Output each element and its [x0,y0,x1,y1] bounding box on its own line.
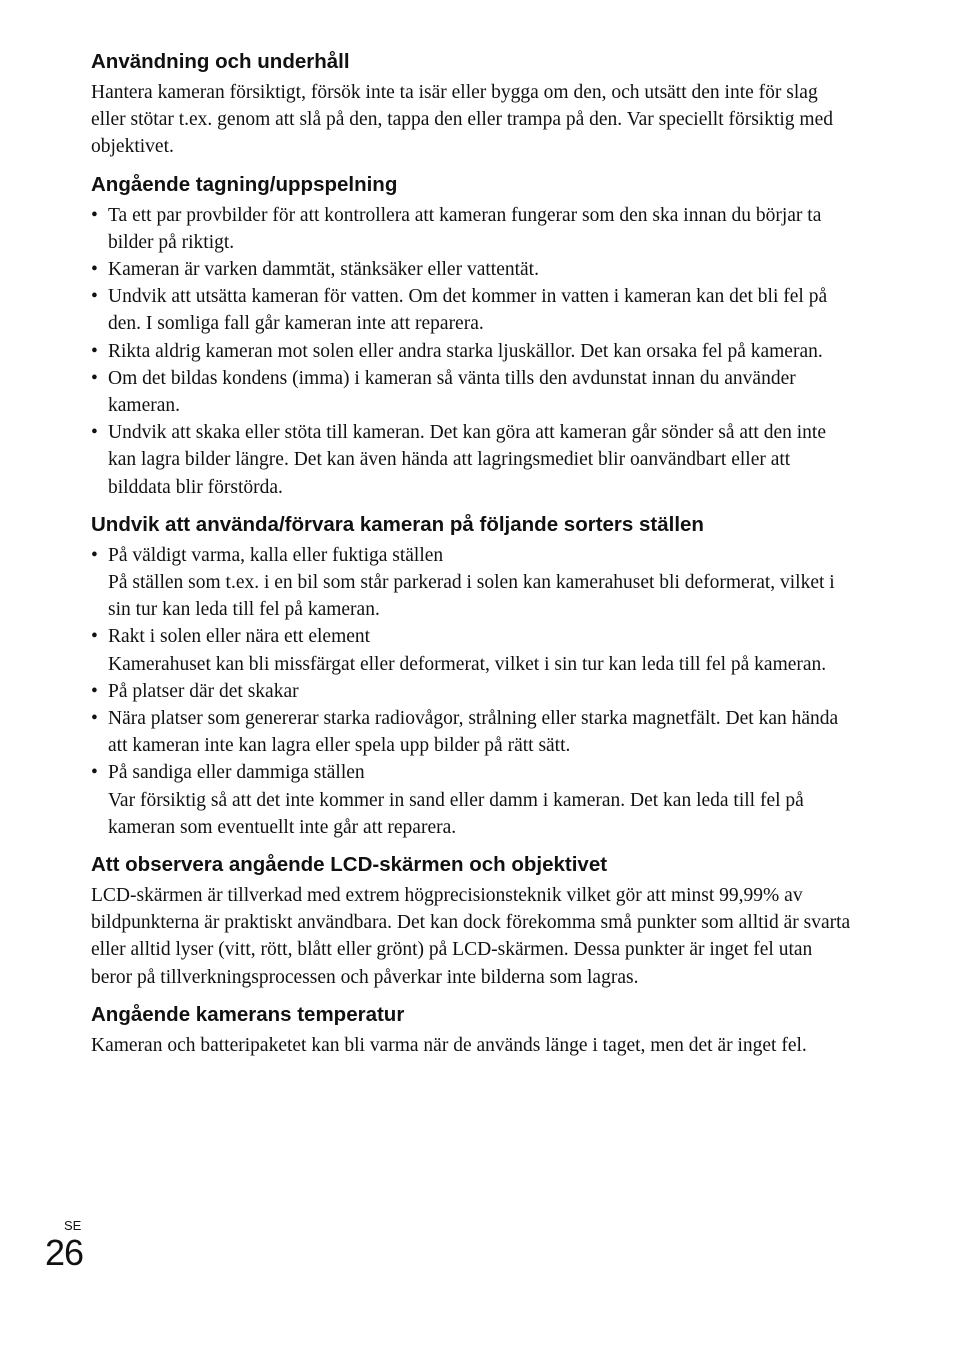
section-paragraph: Kameran och batteripaketet kan bli varma när de används länge i taget, men det är inget fel. [91,1034,807,1056]
list-item [91,705,851,759]
list-item: • Undvik att utsätta kameran för vatten. Om det kommer in vatten i kameran kan det bli fel på den. I somliga fall går kameran inte att reparera. [91,283,851,337]
section-heading: Användning och underhåll [91,50,350,73]
section-heading: Undvik att använda/förvara kameran på följande sorters ställen [91,512,704,536]
section-lcd-lens [91,851,851,991]
bullet-list [91,542,851,841]
list-item-text: På platser där det skakar [108,680,299,702]
list-item [91,542,851,624]
list-item: • Rikta aldrig kameran mot solen eller andra starka ljuskällor. Det kan orsaka fel på kameran. [91,338,851,365]
list-item [91,678,851,705]
list-item: • Kameran är varken dammtät, stänksäker eller vattentät. [91,256,851,283]
list-item: • Om det bildas kondens (imma) i kameran så vänta tills den avdunstat innan du använder kameran. [91,365,851,419]
list-item-detail: Kamerahuset kan bli missfärgat eller deformerat, vilket i sin tur kan leda till fel på kameran. [108,653,827,675]
section-paragraph: LCD-skärmen är tillverkad med extrem högprecisionsteknik vilket gör att minst 99,99% av bildpunkterna är praktiskt användbara. Det kan dock förekomma små punkter som alltid är svarta eller alltid lyser (vitt, rött, blått eller grönt) på LCD-skärmen. Dessa punkter är inget fel utan beror på tillverkningsprocessen och påverkar inte bilderna som lagras. [91,885,851,988]
section-heading: Angående kamerans temperatur [91,1002,405,1026]
section-heading: Att observera angående LCD-skärmen och objektivet [91,853,608,877]
section-paragraph: Hantera kameran försiktigt, försök inte ta isär eller bygga om den, och utsätt den inte för slag eller stötar t.ex. genom att slå på den, tappa den eller trampa på den. Var speciellt försiktig med objektivet. [91,82,834,158]
section-heading: Angående tagning/uppspelning [91,172,398,196]
list-item-text: På väldigt varma, kalla eller fuktiga ställen [108,544,444,566]
list-item-detail: Var försiktig så att det inte kommer in sand eller damm i kameran. Det kan leda till fel på kameran som eventuellt inte går att reparera. [108,789,804,838]
list-item-detail: På ställen som t.ex. i en bil som står parkerad i solen kan kamerahuset bli deformerat, vilket i sin tur kan leda till fel på kameran. [108,572,835,621]
list-item-text: Nära platser som genererar starka radiovågor, strålning eller starka magnetfält. Det kan hända att kameran inte kan lagra eller spela upp bilder på rätt sätt. [108,708,839,757]
section-avoid-locations [91,511,851,841]
page-number: 26 [45,1232,84,1273]
bullet-list [91,202,851,501]
list-item: • Undvik att skaka eller stöta till kameran. Det kan göra att kameran går sönder så att den inte kan lagra bilder längre. Det kan även hända att lagringsmediet blir oanvändbart eller att bilddata blir förstörda. [91,419,851,501]
section-usage-maintenance [91,48,851,161]
language-code: SE [64,1218,82,1233]
page-content [91,48,851,1069]
section-temperature [91,1001,851,1059]
list-item [91,623,851,677]
list-item: • Ta ett par provbilder för att kontrollera att kameran fungerar som den ska innan du börjar ta bilder på riktigt. [91,202,851,256]
list-item-text: På sandiga eller dammiga ställen [108,762,365,784]
section-shooting-playback [91,171,851,501]
list-item [91,759,851,841]
list-item-text: Rakt i solen eller nära ett element [108,626,371,648]
